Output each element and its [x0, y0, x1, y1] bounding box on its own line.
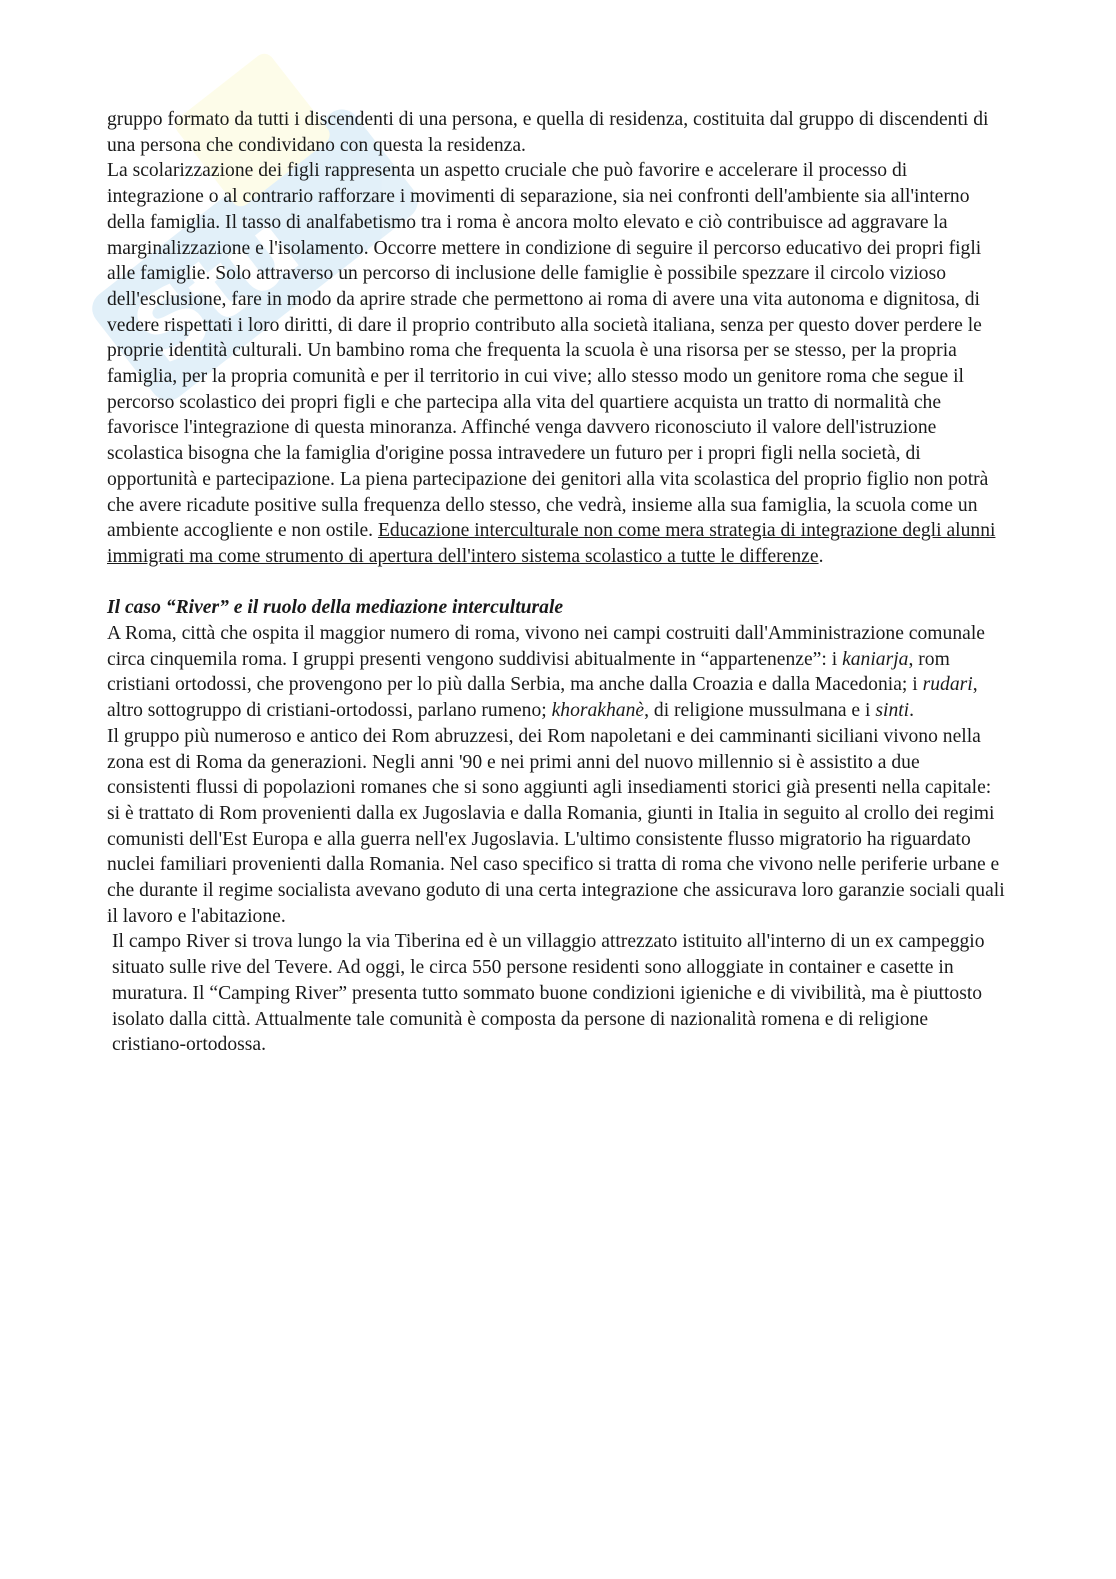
camps-text-1: A Roma, città che ospita il maggior numero di roma, vivono nei campi costruiti dall'Amministrazione comunale circa cinquemila roma. I gruppi presenti vengono suddivisi abitualmente in “appartenenze”: i	[107, 623, 985, 670]
paragraph-rome-camps	[107, 621, 1007, 724]
paragraph-schooling	[107, 158, 1007, 569]
paragraph-migration-flows: Il gruppo più numeroso e antico dei Rom abruzzesi, dei Rom napoletani e dei camminanti siciliani vivono nella zona est di Roma da generazioni. Negli anni '90 e nei primi anni del nuovo millennio si è assistito a due consistenti flussi di popolazioni romanes che si sono aggiunti agli insediamenti storici già presenti nella capitale: si è trattato di Rom provenienti dalla ex Jugoslavia e dalla Romania, giunti in Italia in seguito al crollo dei regimi comunisti dell'Est Europa e alla guerra nell'ex Jugoslavia. L'ultimo consistente flusso migratorio ha riguardato nuclei familiari provenienti dalla Romania. Nel caso specifico si tratta di roma che vivono nelle periferie urbane e che durante il regime socialista avevano goduto di una certa integrazione che assicurava loro garanzie sociali quali il lavoro e l'abitazione.	[107, 725, 1005, 927]
camps-text-2: , rom cristiani ortodossi, che provengono per lo più dalla Serbia, ma anche dalla Croazia e dalla Macedonia; i	[107, 648, 950, 696]
camps-text-3: , altro sottogruppo di cristiani-ortodossi, parlano rumeno;	[107, 674, 978, 722]
schooling-period: .	[818, 545, 824, 567]
paragraph-gap	[107, 570, 1007, 596]
document-page	[107, 107, 1007, 1058]
term-sinti: sinti	[875, 700, 910, 722]
paragraph-family-groups: gruppo formato da tutti i discendenti di una persona, e quella di residenza, costituita dal gruppo di discendenti di una persona che condividano con questa la residenza.	[107, 109, 989, 156]
svg-text:Stu: Stu	[113, 193, 319, 387]
section-heading: Il caso “River” e il ruolo della mediazione interculturale	[107, 597, 564, 619]
paragraph-camp-river: Il campo River si trova lungo la via Tiberina ed è un villaggio attrezzato istituito all'interno di un ex campeggio situato sulle rive del Tevere. Ad oggi, le circa 550 persone residenti sono alloggiate in container e casette in muratura. Il “Camping River” presenta tutto sommato buone condizioni igieniche e di vivibilità, ma è piuttosto isolato dalla città. Attualmente tale comunità è composta da persone di nazionalità romena e di religione cristiano-ortodossa.	[112, 931, 985, 1056]
schooling-text: La scolarizzazione dei figli rappresenta un aspetto cruciale che può favorire e accelerare il processo di integrazione o al contrario rafforzare i movimenti di separazione, sia nei confronti dell'ambiente sia all'interno della famiglia. Il tasso di analfabetismo tra i roma è ancora molto elevato e ciò contribuisce ad aggravare la marginalizzazione e l'isolamento. Occorre mettere in condizione di seguire il percorso educativo dei propri figli alle famiglie. Solo attraverso un percorso di inclusione delle famiglie è possibile spezzare il circolo vizioso dell'esclusione, fare in modo da aprire strade che permettono ai roma di avere una vita autonoma e dignitosa, di vedere rispettati i loro diritti, di dare il proprio contributo alla società italiana, senza per questo dover perdere le proprie identità culturali. Un bambino roma che frequenta la scuola è una risorsa per se stesso, per la propria famiglia, per la propria comunità e per il territorio in cui vive; allo stesso modo un genitore roma che segue il percorso scolastico dei propri figli e che partecipa alla vita del quartiere acquista un tratto di normalità che favorisce l'integrazione di questa minoranza. Affinché venga davvero riconosciuto il valore dell'istruzione scolastica bisogna che la famiglia d'origine possa intravedere un futuro per i propri figli nella società, di opportunità e partecipazione. La piena partecipazione dei genitori alla vita scolastica del proprio figlio non potrà che avere ricadute positive sulla frequenza dello stesso, che vedrà, insieme alla sua famiglia, la scuola come un ambiente accogliente e non ostile.	[107, 160, 989, 542]
term-rudari: rudari	[922, 674, 973, 696]
term-kaniarja: kaniarja	[842, 648, 909, 670]
term-khorakhane: khorakhanè	[551, 700, 645, 722]
camps-text-4: , di religione mussulmana e i	[644, 700, 876, 722]
camps-text-5: .	[909, 700, 915, 722]
underlined-statement: Educazione interculturale non come mera strategia di integrazione degli alunni immigrati ma come strumento di apertura dell'intero sistema scolastico a tutte le differenze	[107, 520, 996, 567]
